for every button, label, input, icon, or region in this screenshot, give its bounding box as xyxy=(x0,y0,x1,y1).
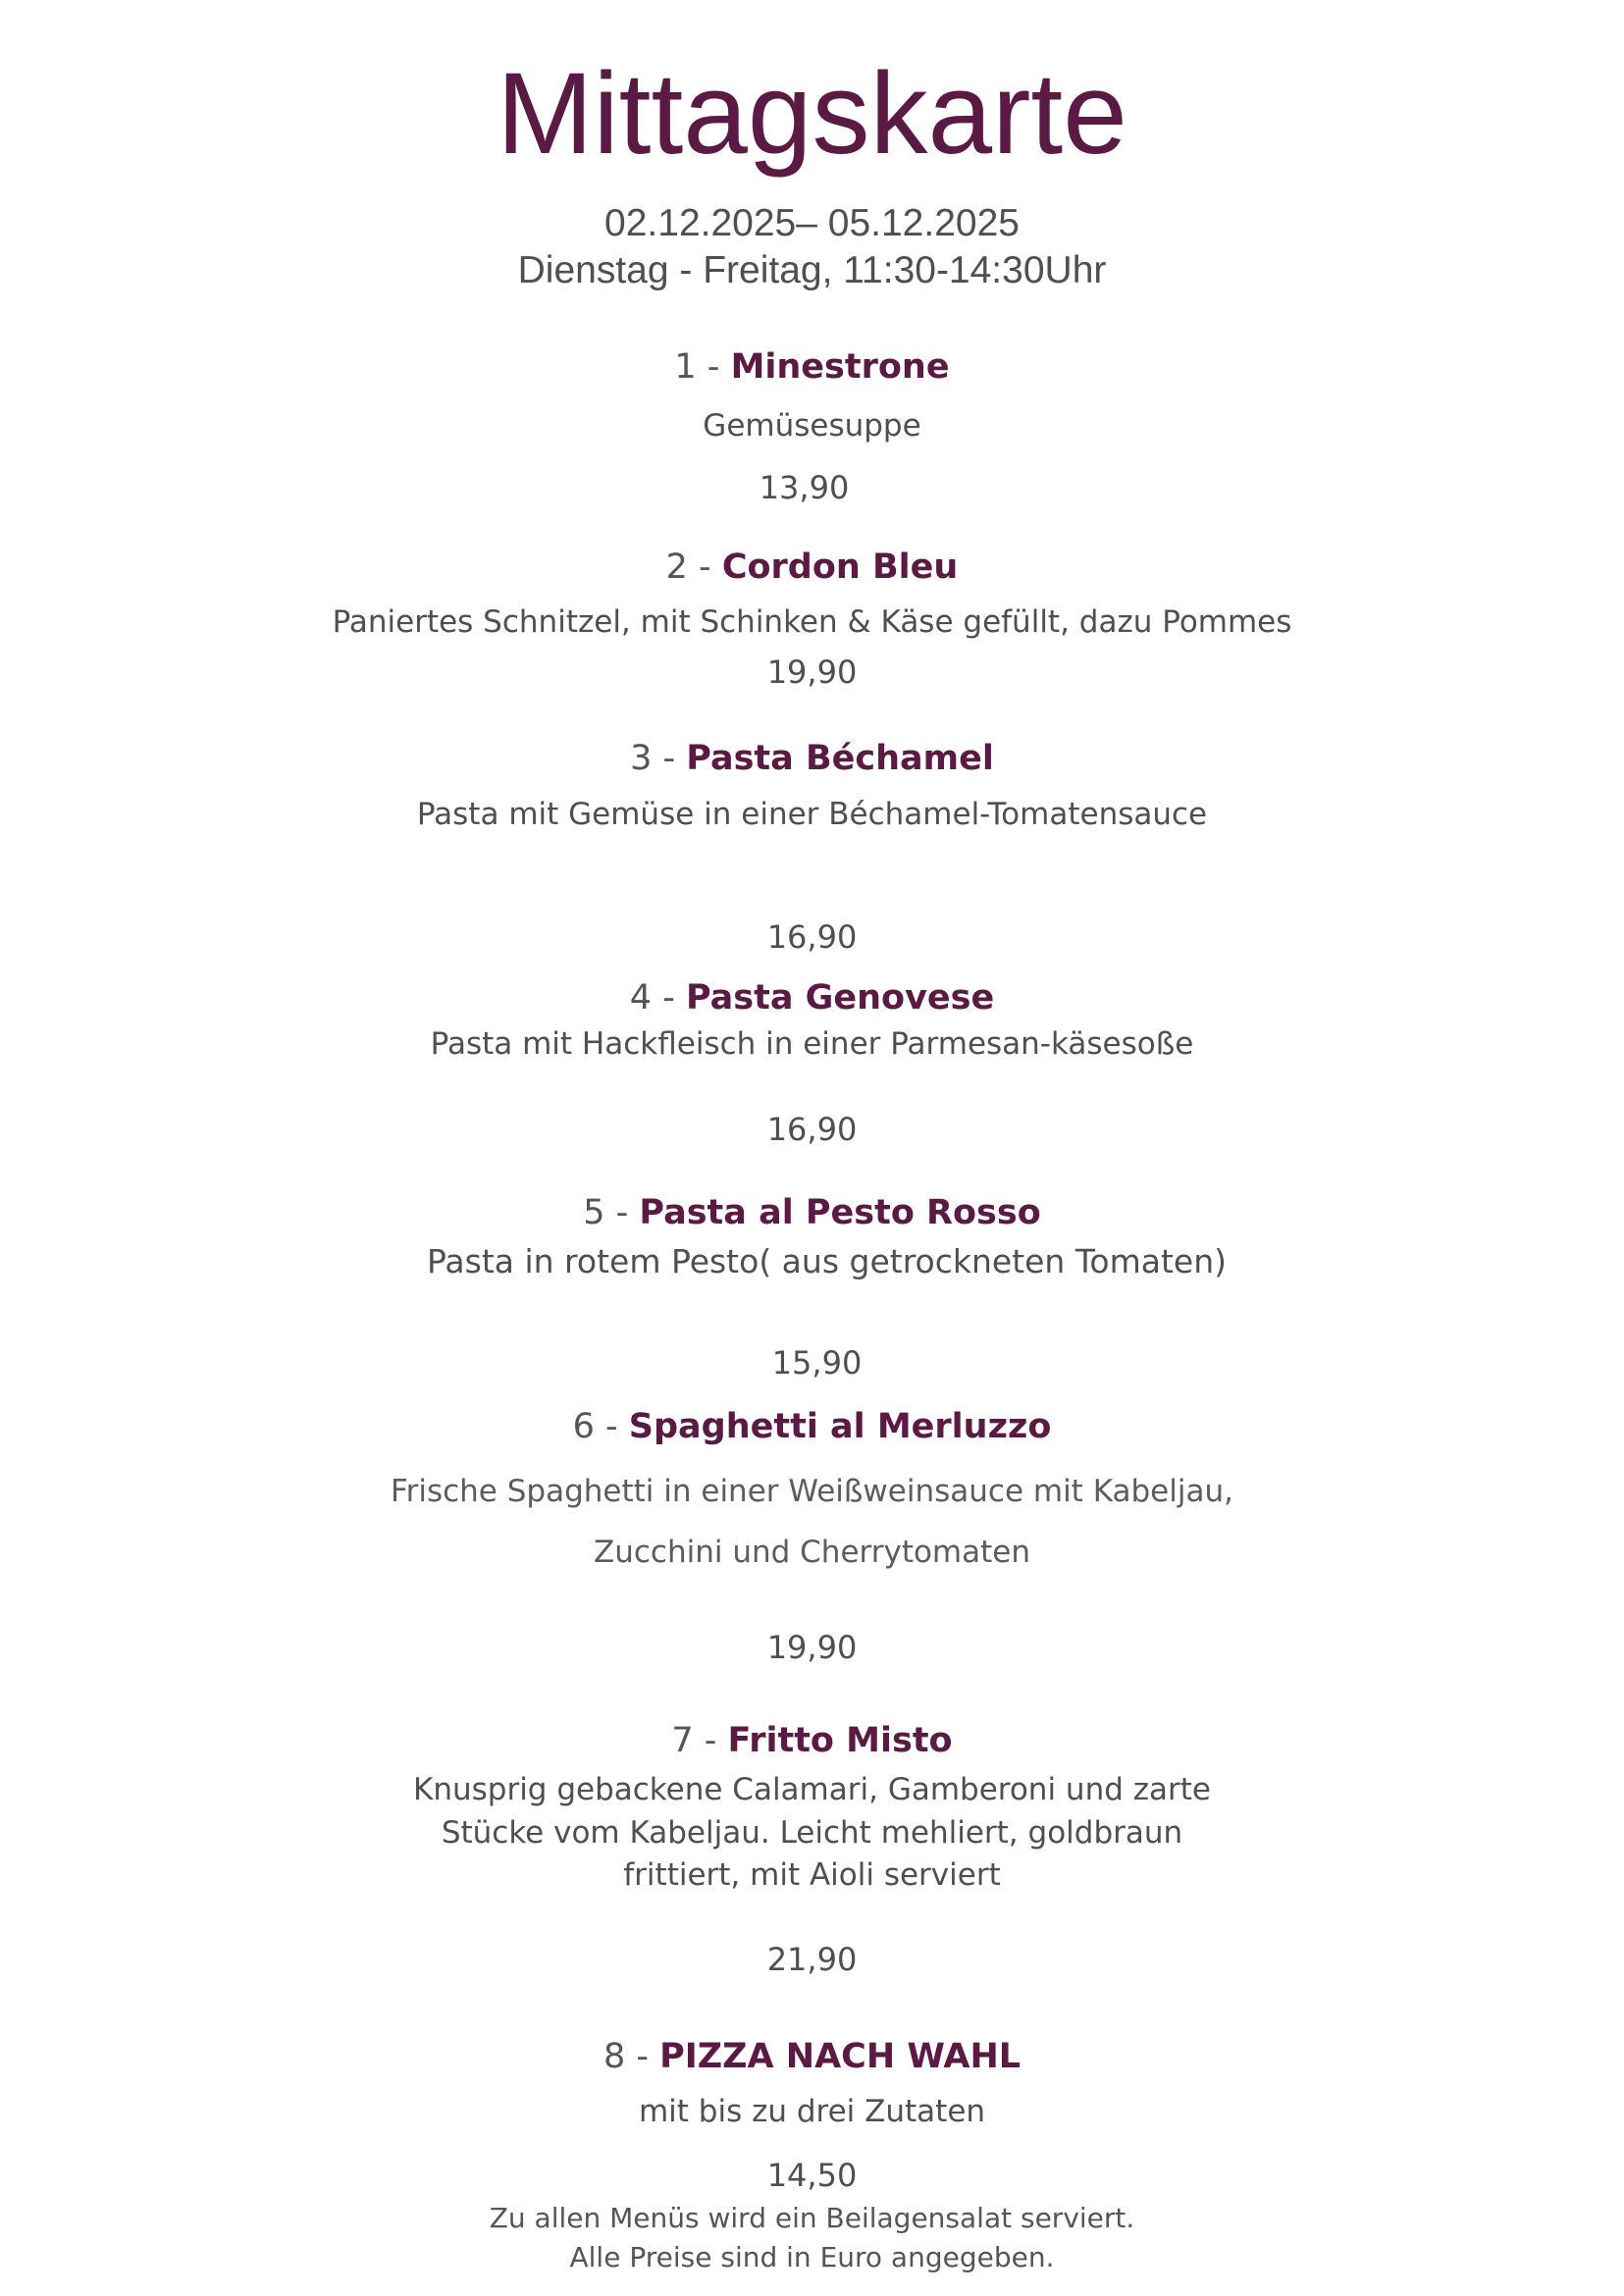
menu-item-price: 13,90 xyxy=(759,469,850,506)
item-number: 4 - xyxy=(629,978,686,1018)
menu-item-description: Pasta mit Hackfleisch in einer Parmesan-käsesoße xyxy=(430,1026,1194,1062)
date-range: 02.12.2025– 05.12.2025 xyxy=(604,202,1020,244)
opening-hours: Dienstag - Freitag, 11:30-14:30Uhr xyxy=(517,249,1107,291)
item-name: Cordon Bleu xyxy=(721,548,959,587)
menu-item-description: Stücke vom Kabeljau. Leicht mehliert, goldbraun xyxy=(441,1815,1183,1851)
menu-item-heading xyxy=(0,978,1624,1018)
menu-item-price: 19,90 xyxy=(766,1629,858,1666)
menu-item-description: Paniertes Schnitzel, mit Schinken & Käse gefüllt, dazu Pommes xyxy=(332,604,1292,640)
menu-item-heading xyxy=(0,1407,1624,1446)
menu-item-description: Frische Spaghetti in einer Weißweinsauce mit Kabeljau, xyxy=(391,1474,1233,1509)
menu-item-heading xyxy=(0,548,1624,587)
item-name: Pasta Béchamel xyxy=(686,739,994,778)
item-name: Minestrone xyxy=(730,347,950,387)
menu-item-price: 14,50 xyxy=(766,2157,858,2194)
item-number: 1 - xyxy=(674,347,731,387)
menu-item-description: Gemüsesuppe xyxy=(703,408,921,444)
item-name: Pasta al Pesto Rosso xyxy=(639,1193,1041,1232)
item-name: Pasta Genovese xyxy=(685,978,995,1018)
menu-item-price: 15,90 xyxy=(771,1344,863,1382)
menu-item-price: 19,90 xyxy=(766,653,858,691)
item-number: 2 - xyxy=(665,548,722,587)
menu-item-description: Knusprig gebackene Calamari, Gamberoni und zarte xyxy=(413,1772,1211,1807)
menu-item-heading xyxy=(0,2037,1624,2076)
menu-item-heading xyxy=(0,1193,1624,1232)
menu-item-price: 16,90 xyxy=(766,1111,858,1148)
menu-item-description: Pasta mit Gemüse in einer Béchamel-Tomatensauce xyxy=(416,797,1208,832)
menu-item-heading xyxy=(0,1721,1624,1760)
item-number: 7 - xyxy=(671,1721,728,1760)
item-name: Spaghetti al Merluzzo xyxy=(628,1407,1052,1446)
item-number: 5 - xyxy=(583,1193,640,1232)
menu-item-description: frittiert, mit Aioli serviert xyxy=(623,1857,1001,1893)
item-number: 8 - xyxy=(602,2037,660,2076)
menu-item-heading xyxy=(0,347,1624,387)
item-number: 3 - xyxy=(630,739,687,778)
menu-item-price: 16,90 xyxy=(766,918,858,956)
page-title: Mittagskarte xyxy=(497,49,1127,179)
footer-note: Zu allen Menüs wird ein Beilagensalat serviert. xyxy=(489,2202,1135,2234)
menu-item-heading xyxy=(0,739,1624,778)
menu-item-price: 21,90 xyxy=(766,1941,858,1978)
menu-item-description: mit bis zu drei Zutaten xyxy=(638,2094,986,2129)
menu-item-description: Zucchini und Cherrytomaten xyxy=(593,1535,1031,1570)
item-number: 6 - xyxy=(572,1407,629,1446)
item-name: Fritto Misto xyxy=(727,1721,953,1760)
footer-note: Alle Preise sind in Euro angegeben. xyxy=(569,2241,1055,2273)
menu-item-description: Pasta in rotem Pesto( aus getrockneten Tomaten) xyxy=(427,1242,1227,1280)
item-name: PIZZA NACH WAHL xyxy=(659,2037,1022,2076)
